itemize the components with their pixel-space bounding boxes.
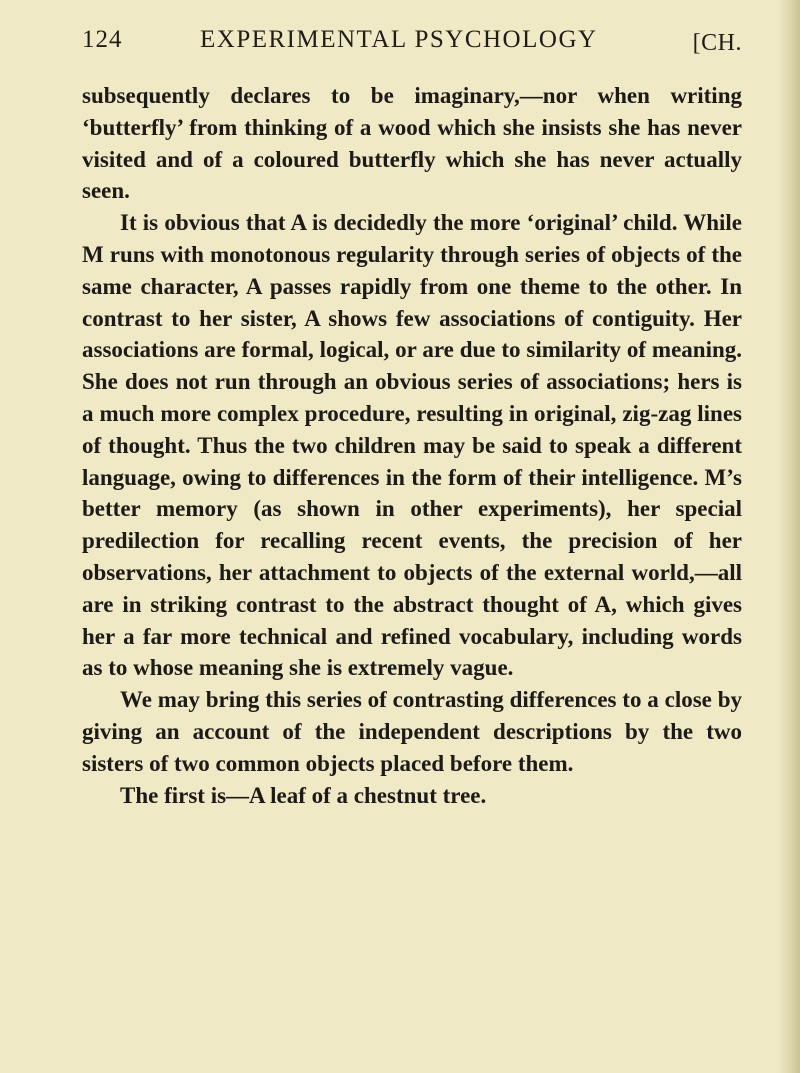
paragraph-first-object: The first is—A leaf of a chestnut tree. bbox=[120, 782, 487, 808]
paragraph-continuation: subsequently declares to be imaginary,—nor when writing ‘butterfly’ from thinking of a wood which she insists she has never visited and of a coloured butterfly which she has never actually seen. bbox=[82, 83, 742, 204]
body-text bbox=[82, 80, 742, 811]
chapter-mark: [CH. bbox=[692, 30, 742, 56]
paragraph-original-child: It is obvious that A is decidedly the more ‘original’ child. While M runs with monotonous regularity through series of objects of the same character, A passes rapidly from one theme to the other. In contrast to her sister, A shows few associations of contiguity. Her associations are formal, logical, or are due to similarity of meaning. She does not run through an obvious series of associations; hers is a much more complex procedure, resulting in original, zig-zag lines of thought. Thus the two children may be said to speak a different language, owing to differences in the form of their intelligence. M’s better memory (as shown in other experiments), her special predilection for recalling recent events, the precision of her observations, her attachment to objects of the external world,—all are in striking contrast to the abstract thought of A, which gives her a far more technical and refined vocabulary, including words as to whose meaning she is extremely vague. bbox=[82, 210, 742, 681]
page-number: 124 bbox=[82, 26, 123, 53]
page-header bbox=[82, 20, 742, 64]
page-edge-shadow bbox=[778, 0, 800, 1073]
running-title: EXPERIMENTAL PSYCHOLOGY bbox=[200, 26, 598, 53]
paragraph-contrasting-differences: We may bring this series of contrasting differences to a close by giving an account of the independent descriptions by the two sisters of two common objects placed before them. bbox=[82, 687, 742, 776]
